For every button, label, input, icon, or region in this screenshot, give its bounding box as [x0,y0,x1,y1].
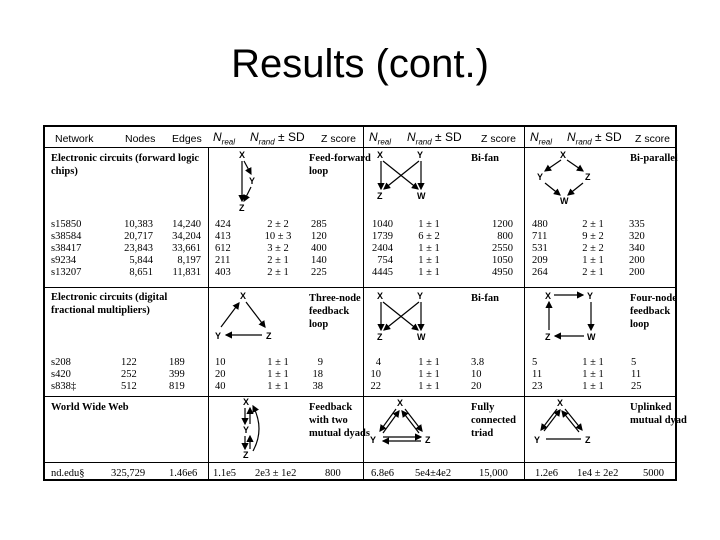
table-cell-zscore: 1050 [492,255,513,266]
header-zscore-1: Z score [321,133,357,145]
section-1-motif-2-zscore [465,219,513,279]
section-2-motif-1-nrand [250,357,306,393]
table-cell-nreal: 413 [215,231,231,242]
node-z-label: Z [243,450,249,459]
node-y-label: Y [534,435,541,445]
table-cell-nreal: 40 [215,381,226,392]
table-cell-nrand: 10 ± 3 [264,231,292,242]
table-cell-nodes: 20,717 [124,231,153,242]
table-cell-nreal: 1.1e5 [213,468,237,479]
section-1-network-column [51,219,81,279]
motif-label-three-node-feedback-loop: Three-node feedback loop [309,293,361,331]
table-cell-nreal: 23 [532,381,543,392]
header-nreal-2: $N_{real}$ [369,130,392,147]
node-x-label: X [240,291,247,301]
header-zscore-3: Z score [635,133,671,145]
table-cell-nreal: 4445 [372,267,393,278]
table-cell-zscore: 10 [471,369,482,380]
table-cell-nreal: 5 [532,357,538,368]
table-cell-nrand: 2e3 ± 1e2 [255,468,297,479]
node-z-label: Z [239,203,245,213]
feed-forward-loop-diagram [235,149,275,213]
node-z-label: Z [545,332,551,342]
table-cell-zscore: 5 [631,357,637,368]
table-cell-nrand: 1 ± 1 [418,219,440,230]
table-cell-nreal: 211 [215,255,231,266]
table-cell-edges: 819 [169,381,185,392]
bi-parallel-diagram [535,149,595,207]
header-nreal-1: $N_{real}$ [213,130,236,147]
table-cell-zscore: 20 [471,381,482,392]
table-cell-zscore: 800 [325,468,341,479]
table-cell-edges: 11,831 [172,267,201,278]
motif-label-bi-parallel: Bi-parallel [630,153,678,164]
table-cell-nrand: 1 ± 1 [267,381,289,392]
table-cell-nreal: 612 [215,243,231,254]
section-rule-1 [45,287,675,288]
header-edges: Edges [172,133,202,145]
table-cell-nreal: 10 [370,369,381,380]
table-cell-nrand: 1 ± 1 [418,255,440,266]
slide-title: Results (cont.) [231,42,489,86]
table-row-network: s38584 [51,231,82,242]
table-cell-network: nd.edu§ [51,468,85,479]
section-2-motif-2-zscore [471,357,484,393]
table-cell-nrand: 1 ± 1 [267,369,289,380]
node-x-label: X [377,150,384,160]
table-cell-nrand: 1 ± 1 [418,381,440,392]
uplinked-mutual-dyad-diagram [531,397,601,447]
section-1-motif-1-nreal [215,219,231,279]
node-z-label: Z [266,331,272,341]
table-cell-nodes: 512 [121,381,137,392]
node-z-label: Z [585,435,591,445]
table-cell-edges: 34,204 [172,231,201,242]
table-cell-zscore: 285 [311,219,327,230]
table-cell-zscore: 9 [317,357,323,368]
table-cell-edges: 189 [169,357,185,368]
table-cell-nreal: 754 [377,255,393,266]
table-cell-zscore: 2550 [492,243,513,254]
table-cell-zscore: 200 [629,255,645,266]
table-cell-nodes: 10,383 [124,219,153,230]
table-cell-zscore: 140 [311,255,327,266]
node-x-label: X [560,150,567,160]
section-2-motif-2-nreal [365,357,381,393]
node-x-label: X [557,398,564,408]
table-row-network: s38417 [51,243,82,254]
table-cell-zscore: 4950 [492,267,513,278]
table-row-network: s208 [51,357,71,368]
section-2-motif-2-nrand [405,357,453,393]
table-cell-nrand: 1e4 ± 2e2 [577,468,619,479]
table-cell-nrand: 6 ± 2 [418,231,440,242]
node-y-label: Y [537,172,544,182]
table-cell-zscore: 25 [631,381,642,392]
motif-label-four-node-feedback-loop: Four-node feedback loop [630,293,677,331]
table-cell-zscore: 340 [629,243,645,254]
table-cell-nreal: 6.8e6 [371,468,395,479]
feedback-two-mutual-dyads-diagram [241,397,271,459]
table-row-network: s15850 [51,219,82,230]
table-cell-nreal: 22 [370,381,381,392]
node-x-label: X [243,397,250,407]
table-cell-nrand: 1 ± 1 [582,357,604,368]
header-rule [45,147,675,148]
table-cell-nreal: 20 [215,369,226,380]
table-cell-zscore: 320 [629,231,645,242]
table-cell-nrand: 3 ± 2 [267,243,289,254]
bi-fan-diagram [373,290,429,342]
table-cell-zscore: 800 [497,231,513,242]
table-cell-nrand: 2 ± 1 [267,267,289,278]
three-node-feedback-loop-diagram [210,289,276,341]
motif-label-feedback-two-mutual-dyads: Feedback with two mutual dyads [309,402,370,440]
table-cell-nreal: 1.2e6 [535,468,559,479]
section-title-digital-multipliers: Electronic circuits (digital fractional multipliers) [51,292,168,317]
node-y-label: Y [587,291,594,301]
table-cell-nrand: 5e4±4e2 [415,468,452,479]
table-cell-nrand: 1 ± 1 [418,243,440,254]
node-w-label: W [587,332,596,342]
motif-label-feed-forward-loop: Feed-forward loop [309,153,371,178]
table-cell-edges: 8,197 [177,255,201,266]
table-cell-nrand: 2 ± 1 [582,219,604,230]
node-x-label: X [397,398,404,408]
table-cell-nreal: 403 [215,267,231,278]
column-rule-1 [208,147,209,481]
table-cell-nreal: 11 [532,369,543,380]
section-2-motif-3-nreal [532,357,543,393]
section-2-nodes-column [121,357,137,393]
section-1-motif-3-zscore [629,219,645,279]
table-cell-nrand: 2 ± 1 [582,267,604,278]
table-cell-nreal: 480 [532,219,548,230]
table-cell-nrand: 1 ± 1 [582,381,604,392]
motif-label-uplinked-mutual-dyad: Uplinked mutual dyad [630,402,687,427]
table-cell-edges: 399 [169,369,185,380]
table-cell-nreal: 1040 [372,219,393,230]
section-1-motif-3-nrand [565,219,621,279]
node-x-label: X [545,291,552,301]
bi-fan-diagram [373,149,429,201]
four-node-feedback-loop-diagram [539,290,599,342]
table-cell-nreal: 2404 [372,243,393,254]
header-nrand-2: $N_{rand}$ ± SD [407,130,462,147]
table-cell-edges: 33,661 [172,243,201,254]
table-row-network: s9234 [51,255,77,266]
section-2-motif-3-zscore [631,357,642,393]
section-2-network-column [51,357,76,393]
table-cell-edges: 14,240 [172,219,201,230]
section-1-edges-column [157,219,201,279]
node-y-label: Y [417,291,424,301]
node-y-label: Y [249,176,256,186]
section-1-motif-3-nreal [532,219,548,279]
section-1-motif-1-nrand [250,219,306,279]
table-cell-zscore: 5000 [643,468,664,479]
motif-label-bi-fan: Bi-fan [471,153,500,164]
table-cell-nrand: 2 ± 1 [267,255,289,266]
table-cell-nrand: 1 ± 1 [267,357,289,368]
section-1-nodes-column [107,219,153,279]
table-cell-zscore: 11 [631,369,642,380]
section-2-motif-1-zscore [303,357,323,393]
node-z-label: Z [585,172,591,182]
table-cell-nreal: 1739 [372,231,393,242]
header-nrand-3: $N_{rand}$ ± SD [567,130,622,147]
header-zscore-2: Z score [481,133,517,145]
table-cell-nrand: 1 ± 1 [418,369,440,380]
header-nreal-3: $N_{real}$ [530,130,553,147]
table-cell-nrand: 1 ± 1 [418,357,440,368]
table-cell-nodes: 23,843 [124,243,153,254]
table-cell-nrand: 9 ± 2 [582,231,604,242]
table-cell-zscore: 38 [312,381,323,392]
table-cell-zscore: 400 [311,243,327,254]
node-w-label: W [417,332,426,342]
table-cell-nreal: 209 [532,255,548,266]
table-cell-nreal: 4 [375,357,381,368]
table-cell-zscore: 15,000 [479,468,508,479]
table-cell-nrand: 2 ± 2 [267,219,289,230]
table-row-network: s838‡ [51,381,77,392]
section-1-motif-2-nreal [365,219,393,279]
section-2-motif-1-nreal [215,357,226,393]
motif-label-bi-fan: Bi-fan [471,293,500,304]
fully-connected-triad-diagram [367,397,439,447]
table-cell-nodes: 5,844 [129,255,153,266]
node-y-label: Y [417,150,424,160]
node-y-label: Y [370,435,377,445]
motif-label-fully-connected-triad: Fully connected triad [471,402,516,440]
table-cell-nreal: 531 [532,243,548,254]
table-cell-nodes: 252 [121,369,137,380]
table-cell-zscore: 3.8 [471,357,485,368]
table-cell-zscore: 335 [629,219,645,230]
section-title-world-wide-web: World Wide Web [51,402,129,413]
table-cell-nodes: 8,651 [129,267,153,278]
results-table [43,125,687,481]
table-cell-nreal: 711 [532,231,548,242]
node-z-label: Z [425,435,431,445]
section-2-edges-column [169,357,185,393]
table-cell-nreal: 424 [215,219,231,230]
table-cell-nreal: 10 [215,357,226,368]
table-cell-zscore: 200 [629,267,645,278]
section-title-forward-logic: Electronic circuits (forward logic chips) [51,153,200,178]
table-row-network: s420 [51,369,71,380]
table-cell-nreal: 264 [532,267,548,278]
table-row-network: s13207 [51,267,82,278]
table-cell-zscore: 1200 [492,219,513,230]
table-cell-nodes: 122 [121,357,137,368]
table-cell-nrand: 1 ± 1 [418,267,440,278]
node-z-label: Z [377,191,383,201]
header-nrand-1: $N_{rand}$ ± SD [250,130,305,147]
header-nodes: Nodes [125,133,156,145]
node-y-label: Y [215,331,222,341]
table-cell-zscore: 120 [311,231,327,242]
table-cell-nodes: 325,729 [111,468,146,479]
node-w-label: W [417,191,426,201]
table-cell-nrand: 1 ± 1 [582,369,604,380]
table-cell-nrand: 2 ± 2 [582,243,604,254]
section-1-motif-1-zscore [311,219,327,279]
node-x-label: X [239,150,246,160]
section-1-motif-2-nrand [405,219,453,279]
table-cell-edges: 1.46e6 [169,468,198,479]
table-cell-zscore: 225 [311,267,327,278]
node-y-label: Y [243,425,250,435]
node-z-label: Z [377,332,383,342]
node-w-label: W [560,196,569,206]
section-2-motif-3-nrand [565,357,621,393]
header-network: Network [55,133,94,145]
section-rule-3 [45,462,675,463]
node-x-label: X [377,291,384,301]
table-cell-nrand: 1 ± 1 [582,255,604,266]
table-cell-zscore: 18 [312,369,323,380]
